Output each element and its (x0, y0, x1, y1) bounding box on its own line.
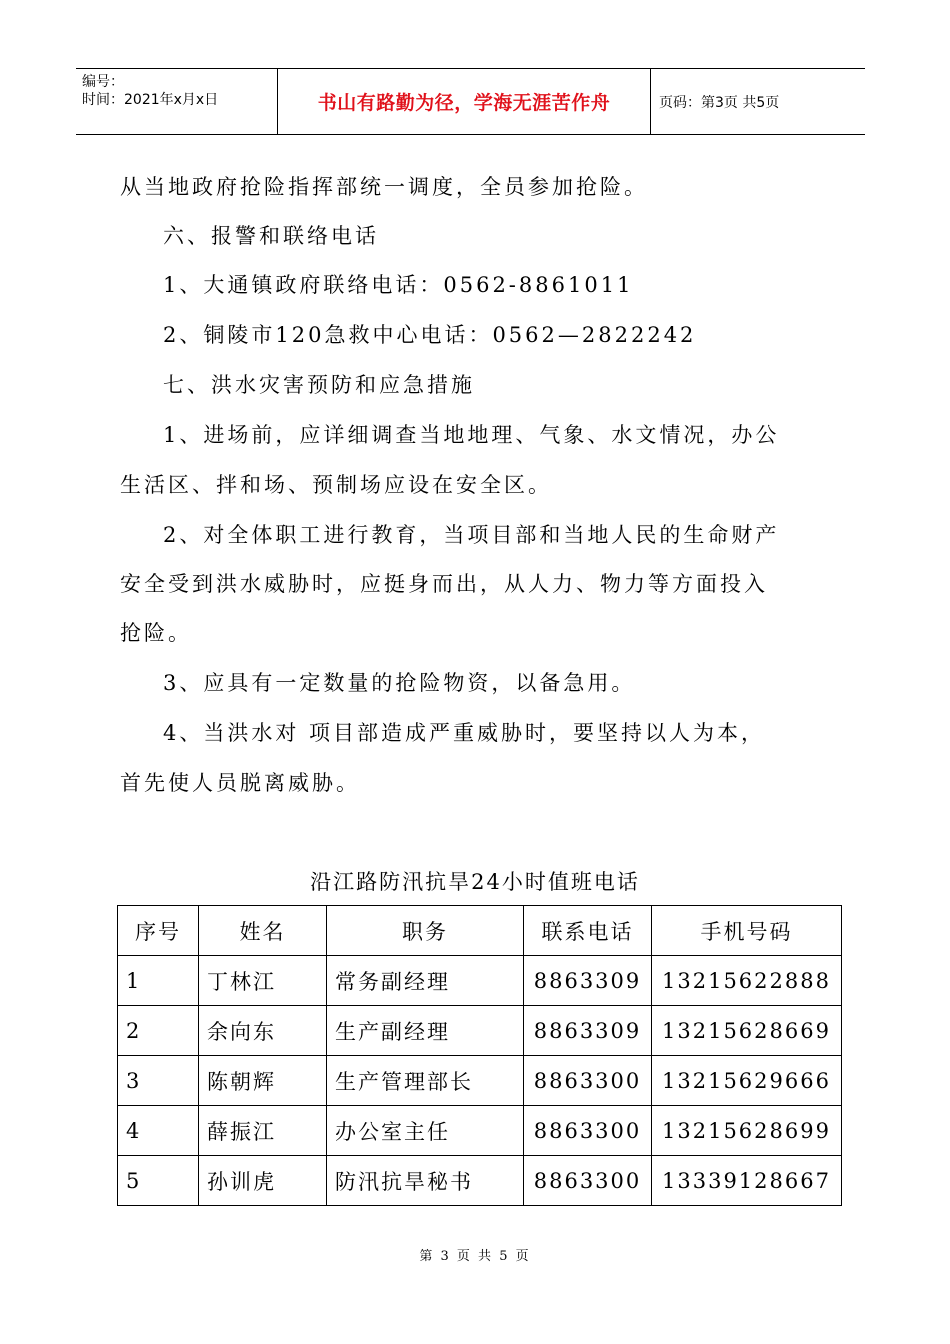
cell-mobile: 13215629666 (652, 1056, 842, 1106)
cell-phone: 8863300 (524, 1156, 652, 1206)
table-row (118, 1106, 842, 1156)
cell-position: 办公室主任 (327, 1106, 524, 1156)
section-heading-phones: 六、报警和联络电话 (163, 224, 379, 248)
cell-mobile: 13215628669 (652, 1006, 842, 1056)
cell-phone: 8863300 (524, 1056, 652, 1106)
duty-phone-table (117, 905, 842, 1206)
document-number-label: 编号： (82, 74, 124, 90)
section-heading-flood-measures: 七、洪水灾害预防和应急措施 (163, 373, 475, 397)
cell-phone: 8863309 (524, 1006, 652, 1056)
table-row (118, 1056, 842, 1106)
body-line: 1、大通镇政府联络电话：0562-8861011 (163, 273, 634, 297)
cell-name: 余向东 (199, 1006, 327, 1056)
cell-mobile: 13339128667 (652, 1156, 842, 1206)
cell-seq: 2 (118, 1006, 199, 1056)
cell-position: 生产副经理 (327, 1006, 524, 1056)
header-seq: 序号 (118, 906, 199, 956)
header-position: 职务 (327, 906, 524, 956)
body-line: 安全受到洪水威胁时，应挺身而出，从人力、物力等方面投入 (120, 572, 768, 596)
document-header (76, 68, 865, 135)
cell-position: 防汛抗旱秘书 (327, 1156, 524, 1206)
cell-seq: 5 (118, 1156, 199, 1206)
cell-seq: 1 (118, 956, 199, 1006)
cell-position: 常务副经理 (327, 956, 524, 1006)
cell-name: 陈朝辉 (199, 1056, 327, 1106)
body-line: 生活区、拌和场、预制场应设在安全区。 (120, 473, 552, 497)
table-title: 沿江路防汛抗旱24小时值班电话 (310, 870, 640, 894)
document-time-label: 时间：2021年x月x日 (82, 92, 219, 108)
table-row (118, 1156, 842, 1206)
header-phone: 联系电话 (524, 906, 652, 956)
cell-name: 丁林江 (199, 956, 327, 1006)
body-line: 2、对全体职工进行教育，当项目部和当地人民的生命财产 (163, 523, 780, 547)
body-line: 抢险。 (120, 621, 192, 645)
body-line: 3、应具有一定数量的抢险物资，以备急用。 (163, 671, 636, 695)
cell-name: 孙训虎 (199, 1156, 327, 1206)
body-line: 4、当洪水对 项目部造成严重威胁时，要坚持以人为本， (163, 721, 766, 745)
body-line: 1、进场前，应详细调查当地地理、气象、水文情况，办公 (163, 423, 780, 447)
body-line: 从当地政府抢险指挥部统一调度，全员参加抢险。 (120, 175, 648, 199)
cell-phone: 8863300 (524, 1106, 652, 1156)
body-line: 2、铜陵市120急救中心电话：0562—2822242 (163, 323, 697, 347)
cell-mobile: 13215628699 (652, 1106, 842, 1156)
cell-mobile: 13215622888 (652, 956, 842, 1006)
body-line: 首先使人员脱离威胁。 (120, 771, 360, 795)
cell-seq: 3 (118, 1056, 199, 1106)
cell-position: 生产管理部长 (327, 1056, 524, 1106)
cell-phone: 8863309 (524, 956, 652, 1006)
header-meta (76, 69, 278, 134)
table-header-row (118, 906, 842, 956)
page-footer: 第 3 页 共 5 页 (419, 1249, 531, 1264)
table-row (118, 1006, 842, 1056)
header-name: 姓名 (199, 906, 327, 956)
table-row (118, 956, 842, 1006)
cell-seq: 4 (118, 1106, 199, 1156)
header-motto: 书山有路勤为径，学海无涯苦作舟 (278, 69, 651, 134)
header-page-info: 页码：第3页 共5页 (659, 94, 780, 111)
cell-name: 薛振江 (199, 1106, 327, 1156)
header-mobile: 手机号码 (652, 906, 842, 956)
